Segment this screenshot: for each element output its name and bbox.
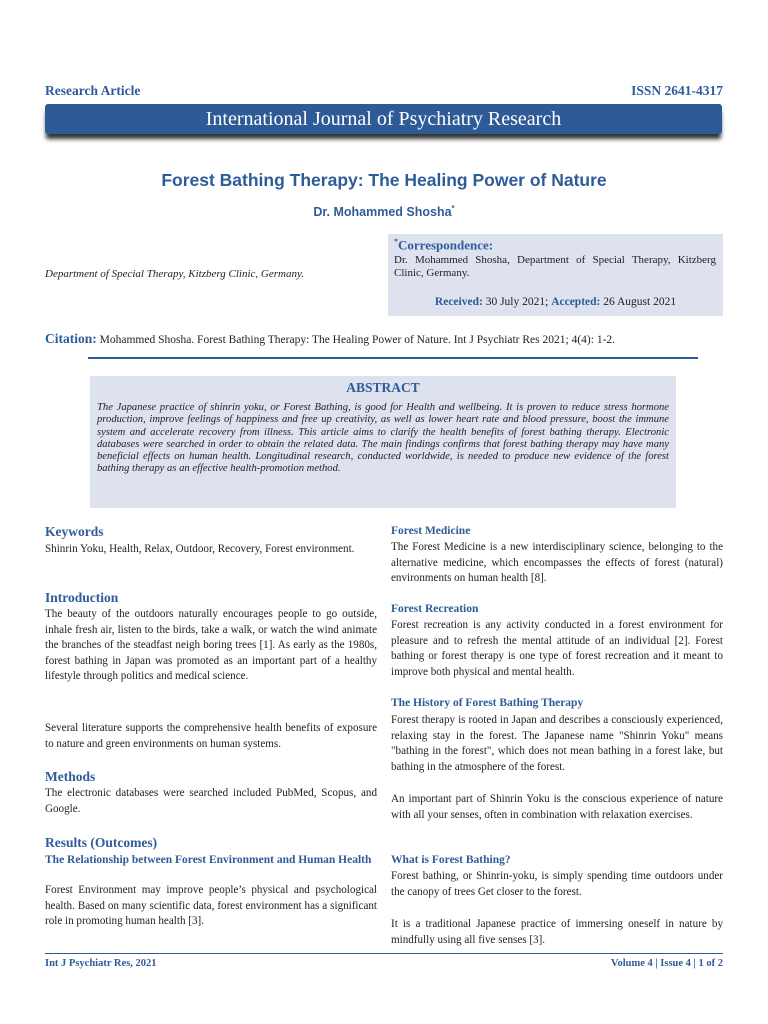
accepted-date: 26 August 2021 — [603, 296, 677, 308]
received-label: Received: — [434, 296, 483, 308]
relationship-text: Forest Environment may improve people’s physical and psychological health. Based on many scientific data, forest environment has a significant role in promoting human health [3]. — [45, 884, 377, 927]
article-type: Research Article — [45, 83, 141, 98]
footer-page-info: Volume 4 | Issue 4 | 1 of 2 — [610, 958, 723, 969]
correspondence-mark: * — [394, 237, 398, 246]
relationship-heading: The Relationship between Forest Environment and Human Health — [45, 854, 372, 866]
accepted-label: Accepted: — [551, 296, 601, 308]
journal-banner — [45, 104, 722, 134]
footer-rule — [45, 953, 723, 954]
correspondence-label: Correspondence: — [398, 237, 494, 253]
correspondence-text: Dr. Mohammed Shosha, Department of Special Therapy, Kitzberg Clinic, Germany. — [394, 254, 716, 279]
received-date: 30 July 2021; — [485, 296, 549, 308]
results-heading: Results (Outcomes) — [45, 835, 158, 850]
introduction-paragraph-2: Several literature supports the comprehensive health benefits of exposure to nature and green environments on human systems. — [45, 722, 377, 750]
citation-text: Mohammed Shosha. Forest Bathing Therapy: The Healing Power of Nature. Int J Psychiatr Res 2021; 4(4): 1-2. — [99, 334, 616, 346]
what-is-forest-bathing-heading: What is Forest Bathing? — [391, 854, 511, 866]
forest-recreation-heading: Forest Recreation — [391, 603, 479, 615]
paper-title: Forest Bathing Therapy: The Healing Power of Nature — [161, 170, 607, 190]
citation — [45, 331, 615, 347]
history-paragraph-2: An important part of Shinrin Yoku is the conscious experience of nature with all your senses, often in combination with relaxation exercises. — [391, 793, 723, 821]
affiliation: Department of Special Therapy, Kitzberg Clinic, Germany. — [45, 268, 304, 280]
what-is-forest-bathing-paragraph-1: Forest bathing, or Shinrin-yoku, is simply spending time outdoors under the canopy of trees Get closer to the forest. — [391, 870, 723, 898]
forest-medicine-heading: Forest Medicine — [391, 525, 471, 537]
keywords-text: Shinrin Yoku, Health, Relax, Outdoor, Recovery, Forest environment. — [45, 543, 355, 555]
forest-medicine-text: The Forest Medicine is a new interdisciplinary science, belonging to the alternative medicine, which encompasses the effects of forest (natural) environments on human health [8]. — [391, 541, 723, 584]
author-line — [0, 204, 768, 219]
author-mark: * — [451, 204, 455, 213]
what-is-forest-bathing-paragraph-2: It is a traditional Japanese practice of immersing oneself in nature by mindfully using all five senses [3]. — [391, 918, 723, 946]
introduction-heading: Introduction — [45, 590, 119, 605]
author-name: Dr. Mohammed Shosha — [313, 205, 452, 220]
correspondence-heading — [394, 237, 493, 253]
divider — [88, 357, 698, 359]
citation-label: Citation: — [45, 331, 97, 346]
methods-heading: Methods — [45, 769, 96, 784]
abstract-box — [90, 376, 676, 508]
dates-line — [388, 296, 723, 308]
forest-recreation-text: Forest recreation is any activity conducted in a forest environment for pleasure and to refresh the mental attitude of an individual [2]. Forest bathing or forest therapy is one type of forest recreation and it meant to improve both physical and mental health. — [391, 619, 723, 678]
introduction-paragraph-1: The beauty of the outdoors naturally encourages people to go outside, inhale fresh air, listen to the birds, take a walk, or watch the wind animate the branches of the steadfast neigh boring trees [1]. As early as the 1980s, forest bathing in Japan was promoted as an important part of a healthy lifestyle through politics and medical science. — [45, 608, 377, 682]
history-heading: The History of Forest Bathing Therapy — [391, 697, 584, 709]
history-paragraph-1: Forest therapy is rooted in Japan and describes a consciously experienced, relaxing stay in the forest. The Japanese name "Shinrin Yoku" means "bathing in the forest", which does not mean bathing in a forest lake, but bathing in the atmosphere of the forest. — [391, 714, 723, 773]
abstract-text: The Japanese practice of shinrin yoku, or Forest Bathing, is good for Health and wellbeing. It is proven to reduce stress hormone production, improve feelings of happiness and free up creativity, as well as lower heart rate and blood pressure, boost the immune system and accelerate recovery from illness. This article aims to clarify the health benefits of forest bathing therapy. Electronic databases were searched in order to obtain the related data. The main findings confirms that forest bathing therapy may have many beneficial effects on human health. Longitudinal research, conducted worldwide, is needed to produce new evidence of the forest bathing therapy as an effective health-promotion method. — [97, 402, 669, 475]
methods-text: The electronic databases were searched included PubMed, Scopus, and Google. — [45, 787, 377, 815]
issn: ISSN 2641-4317 — [631, 83, 723, 98]
abstract-heading: ABSTRACT — [346, 380, 420, 395]
keywords-heading: Keywords — [45, 524, 104, 539]
footer-journal: Int J Psychiatr Res, 2021 — [45, 958, 157, 969]
journal-title: International Journal of Psychiatry Research — [205, 108, 562, 130]
correspondence-box — [388, 234, 723, 316]
